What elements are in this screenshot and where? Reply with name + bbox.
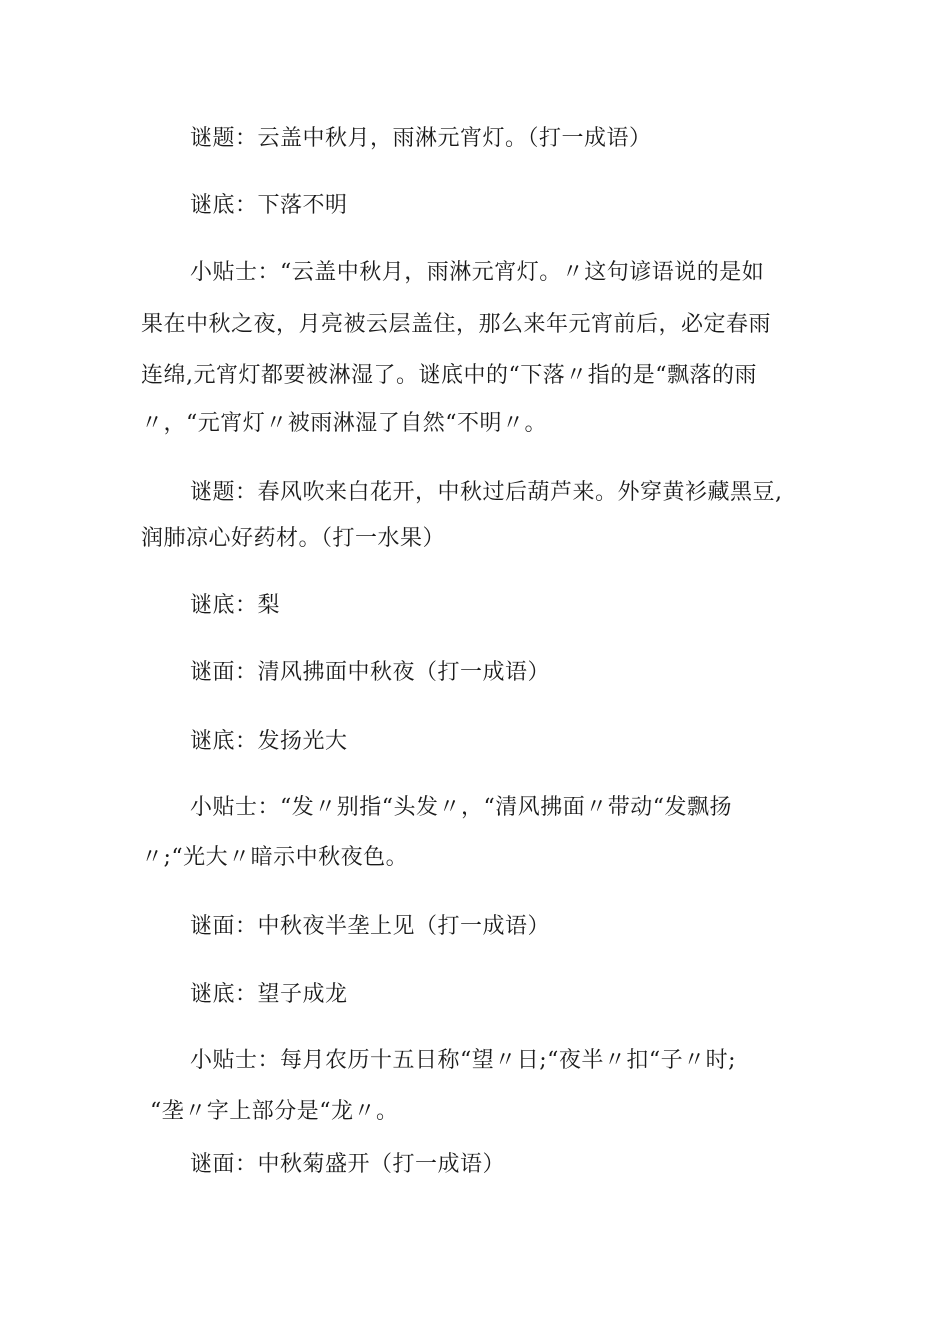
riddle-4-question: 谜面：中秋夜半垄上见（打一成语） <box>190 914 551 939</box>
riddle-1-question: 谜题：云盖中秋月，雨淋元宵灯。（打一成语） <box>190 126 652 151</box>
riddle-1-tip-line-4: 〃，“元宵灯〃被雨淋湿了自然“不明〃。 <box>141 411 547 436</box>
riddle-1-tip-line-2: 果在中秋之夜，月亮被云层盖住，那么来年元宵前后，必定春雨 <box>141 312 772 337</box>
riddle-1-tip-line-3: 连绵,元宵灯都要被淋湿了。谜底中的“下落〃指的是“飘落的雨 <box>141 363 757 388</box>
riddle-4-tip-line-1: 小贴士：每月农历十五日称“望〃日;“夜半〃扣“子〃时; <box>190 1048 737 1073</box>
riddle-4-tip-line-2: “垄〃字上部分是“龙〃。 <box>150 1099 399 1124</box>
riddle-4-answer: 谜底：望子成龙 <box>190 982 348 1007</box>
riddle-5-question: 谜面：中秋菊盛开（打一成语） <box>190 1152 506 1177</box>
riddle-2-question-line-2: 润肺凉心好药材。（打一水果） <box>141 526 446 551</box>
riddle-3-answer: 谜底：发扬光大 <box>190 729 348 754</box>
riddle-2-answer: 谜底：梨 <box>190 593 281 618</box>
riddle-1-answer: 谜底：下落不明 <box>190 193 348 218</box>
riddle-3-tip-line-1: 小贴士：“发〃别指“头发〃，“清风拂面〃带动“发飘扬 <box>190 795 732 820</box>
riddle-1-tip-line-1: 小贴士：“云盖中秋月，雨淋元宵灯。〃这句谚语说的是如 <box>190 260 765 285</box>
riddle-3-tip-line-2: 〃;“光大〃暗示中秋夜色。 <box>141 845 409 870</box>
riddle-3-question: 谜面：清风拂面中秋夜（打一成语） <box>190 660 551 685</box>
riddle-2-question-line-1: 谜题：春风吹来白花开，中秋过后葫芦来。外穿黄衫藏黑豆, <box>190 480 783 505</box>
